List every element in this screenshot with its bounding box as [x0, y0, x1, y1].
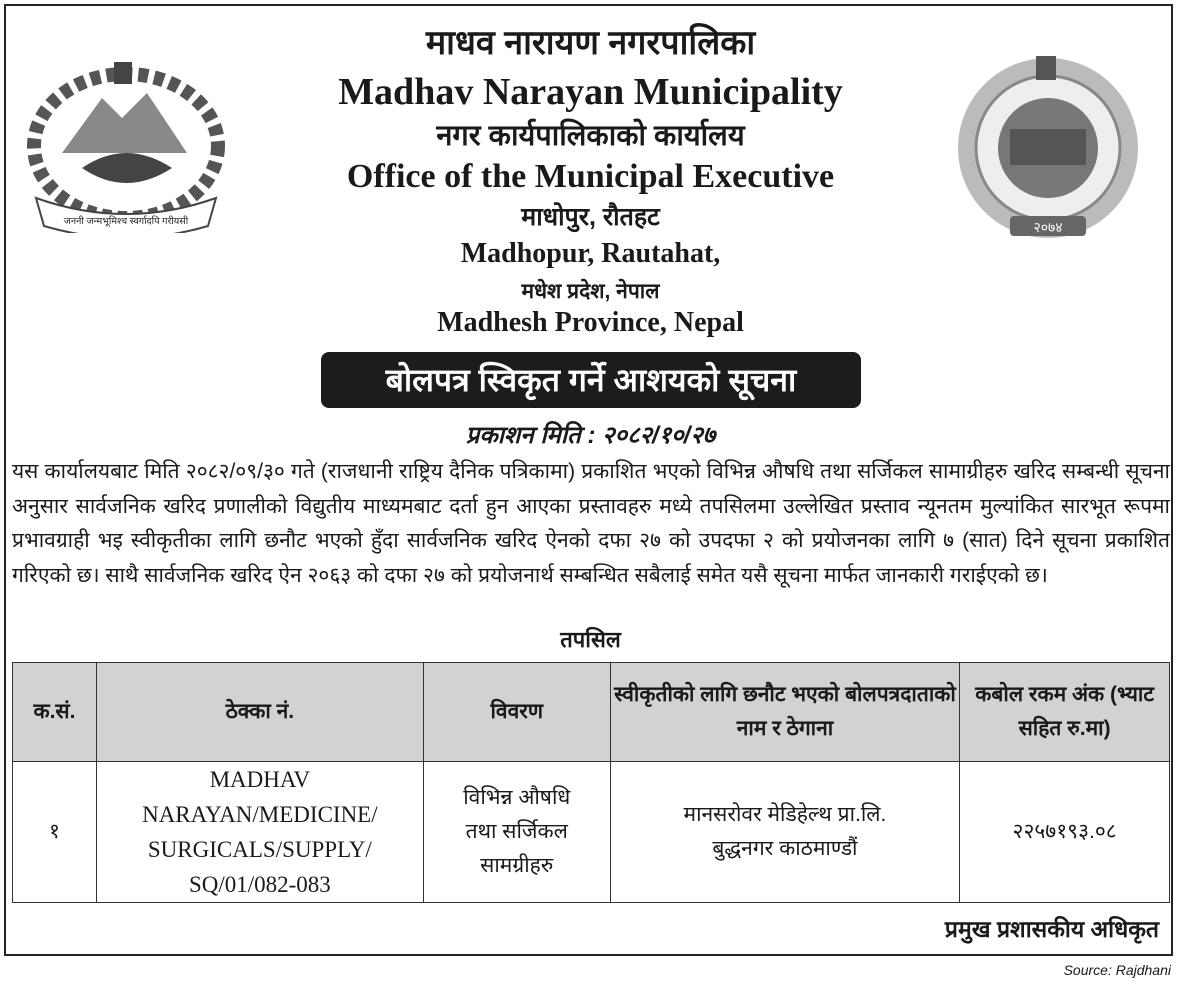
notice-body: यस कार्यालयबाट मिति २०८२/०९/३० गते (राजधानी राष्ट्रिय दैनिक पत्रिकामा) प्रकाशित भएको विभिन्न औषधि तथा सर्जिकल सामाग्रीहरु खरिद सम्बन्धी सूचना अनुसार सार्वजनिक खरिद प्रणालीको विद्युतीय माध्यमबाट दर्ता हुन आएका प्रस्तावहरु मध्ये तपसिलमा उल्लेखित प्रस्ताव न्यूनतम मुल्यांकित सारभूत रूपमा प्रभावग्राही भइ स्वीकृतीका लागि छनौट भएको हुँदा सार्वजनिक खरिद ऐनको दफा २७ को उपदफा २ को प्रयोजनका लागि ७ (सात) दिने सूचना प्रकाशित गरिएको छ। साथै सार्वजनिक खरिद ऐन २०६३ को दफा २७ को प्रयोजनार्थ सम्बन्धित सबैलाई समेत यसै सूचना मार्फत जानकारी गराईएको छ।	[12, 460, 1170, 587]
source-credit: Source: Rajdhani	[1063, 962, 1171, 978]
header-bidder: स्वीकृतीको लागि छनौट भएको बोलपत्रदाताको नाम र ठेगाना	[610, 663, 960, 762]
office-name-np: नगर कार्यपालिकाको कार्यालय	[436, 120, 745, 152]
office-name-en: Office of the Municipal Executive	[346, 158, 835, 195]
header-amount: कबोल रकम अंक (भ्याट सहित रु.मा)	[960, 663, 1170, 762]
cell-bidder: मानसरोवर मेडिहेल्थ प्रा.लि. बुद्धनगर काठमाण्डौं	[610, 762, 960, 903]
header-description: विवरण	[423, 663, 610, 762]
header-serial: क.सं.	[13, 663, 97, 762]
signatory-title: प्रमुख प्रशासकीय अधिकृत	[944, 916, 1159, 942]
cell-description: विभिन्न औषधि तथा सर्जिकल सामग्रीहरु	[423, 762, 610, 903]
table-row	[13, 762, 1170, 903]
place-en: Madhopur, Rautahat,	[460, 238, 721, 269]
publication-date: प्रकाशन मिति : २०८२/१०/२७	[465, 422, 716, 449]
notice-title-banner: बोलपत्र स्विकृत गर्ने आशयको सूचना	[321, 352, 861, 408]
municipality-name-np: माधव नारायण नगरपालिका	[425, 24, 756, 62]
seal-year: २०७४	[1033, 219, 1063, 235]
schedule-label: तपसिल	[560, 627, 621, 652]
table-header-row	[13, 663, 1170, 762]
cell-amount: २२५७१९३.०८	[960, 762, 1170, 903]
emblem-motto: जननी जन्मभूमिश्च स्वर्गादपि गरीयसी	[63, 216, 189, 227]
place-np: माधोपुर, रौतहट	[521, 203, 660, 231]
award-table	[12, 662, 1170, 903]
province-en: Madhesh Province, Nepal	[437, 307, 744, 338]
cell-contract-no: MADHAV NARAYAN/MEDICINE/ SURGICALS/SUPPLY/ SQ/01/082-083	[96, 762, 423, 903]
header-contract-no: ठेक्का नं.	[96, 663, 423, 762]
province-np: मधेश प्रदेश, नेपाल	[521, 280, 660, 303]
cell-serial: १	[13, 762, 97, 903]
municipality-name-en: Madhav Narayan Municipality	[338, 71, 843, 113]
